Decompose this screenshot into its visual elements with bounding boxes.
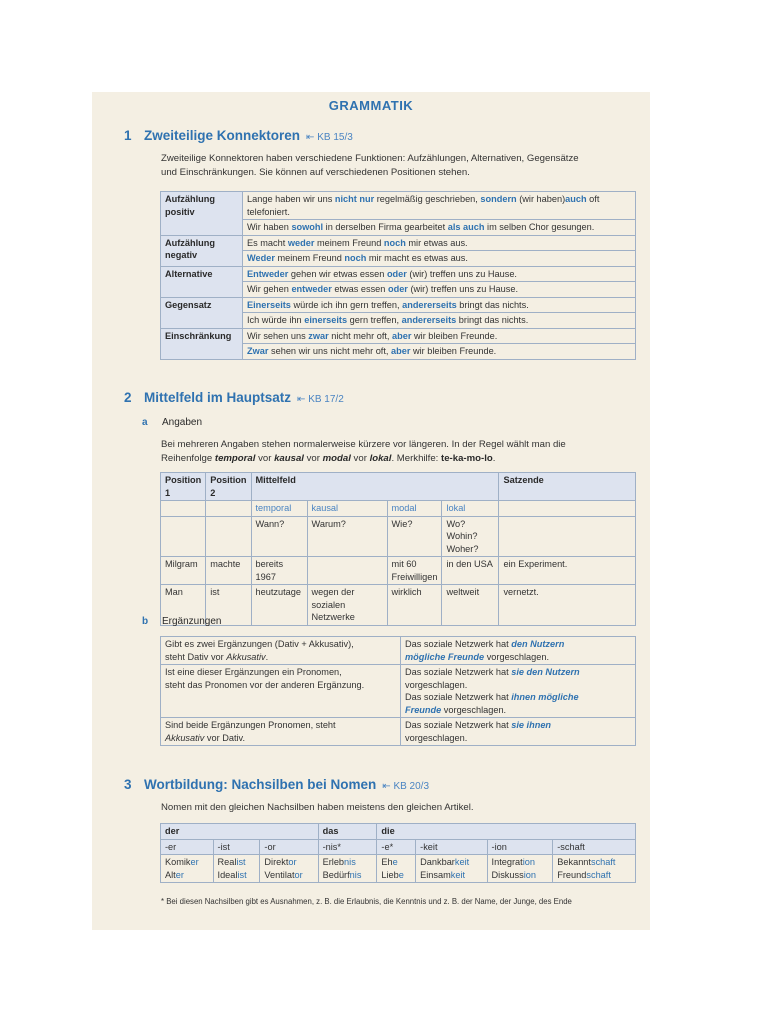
suffix-header: -ist: [213, 839, 260, 855]
kb-reference: ⇤ KB 17/2: [297, 394, 344, 405]
example-sentence: Lange haben wir uns nicht nur regelmäßig geschrieben, sondern (wir haben)auch oft telefoniert.: [243, 192, 636, 220]
table-row: [161, 637, 636, 665]
example-sentence: Ich würde ihn einerseits gern treffen, andererseits bringt das nichts.: [243, 313, 636, 329]
subsection-a-title: a Angaben: [142, 417, 203, 428]
row-label: Alternative: [161, 266, 243, 297]
suffix-header: -nis*: [318, 839, 377, 855]
rule-text: Sind beide Ergänzungen Pronomen, steht Akkusativ vor Dativ.: [161, 718, 401, 746]
rule-text: Ist eine dieser Ergänzungen ein Pronomen, steht das Pronomen vor der anderen Ergänzung.: [161, 665, 401, 718]
table-row: [161, 266, 636, 282]
book-page: [92, 92, 650, 930]
noun-examples: Erlebnis Bedürfnis: [318, 855, 377, 883]
noun-examples: Bekanntschaft Freundschaft: [553, 855, 636, 883]
example-sentence: Wir gehen entweder etwas essen oder (wir) treffen uns zu Hause.: [243, 282, 636, 298]
example-sentence: Weder meinem Freund noch mir macht es etwas aus.: [243, 251, 636, 267]
suffix-header: -e*: [377, 839, 416, 855]
suffix-header: -ion: [487, 839, 553, 855]
footnote: * Bei diesen Nachsilben gibt es Ausnahmen, z. B. die Erlaubnis, die Kenntnis und z. B. der Name, der Junge, des Ende: [161, 897, 572, 906]
suffix-header: -schaft: [553, 839, 636, 855]
example-sentence: Entweder gehen wir etwas essen oder (wir) treffen uns zu Hause.: [243, 266, 636, 282]
table-row: [161, 855, 636, 883]
noun-examples: Integration Diskussion: [487, 855, 553, 883]
example-text: Das soziale Netzwerk hat sie ihnen vorgeschlagen.: [401, 718, 636, 746]
example-text: Das soziale Netzwerk hat sie den Nutzern vorgeschlagen. Das soziale Netzwerk hat ihnen mögliche Freunde vorgeschlagen.: [401, 665, 636, 718]
kb-reference: ⇤ KB 15/3: [306, 132, 353, 143]
example-sentence: Es macht weder meinem Freund noch mir etwas aus.: [243, 235, 636, 251]
table-row: [161, 235, 636, 251]
row-label: Gegensatz: [161, 297, 243, 328]
noun-examples: Direktor Ventilator: [260, 855, 318, 883]
table-row: [161, 192, 636, 220]
suffix-header: -keit: [416, 839, 487, 855]
section-1-intro: Zweiteilige Konnektoren haben verschiedene Funktionen: Aufzählungen, Alternativen, Gegensätze und Einschränkungen. Sie können auf verschiedenen Positionen stehen.: [161, 153, 579, 178]
rule-text: Gibt es zwei Ergänzungen (Dativ + Akkusativ), steht Dativ vor Akkusativ.: [161, 637, 401, 665]
example-text: Das soziale Netzwerk hat den Nutzern mögliche Freunde vorgeschlagen.: [401, 637, 636, 665]
nachsilben-table: der das die -er -ist -or -nis* -e* -keit -ion -schaft Komiker Alter Realist Idealist Direktor Ventilator Erlebnis Bedürfnis Ehe Liebe Dankbarkeit Einsamkeit Integration Diskussion Bekanntschaft Freundschaft: [160, 823, 636, 883]
example-sentence: Wir haben sowohl in derselben Firma gearbeitet als auch im selben Chor gesungen.: [243, 220, 636, 236]
section-2-heading: 2 Mittelfeld im Hauptsatz ⇤ KB 17/2: [124, 390, 344, 405]
noun-examples: Dankbarkeit Einsamkeit: [416, 855, 487, 883]
suffix-header: -er: [161, 839, 214, 855]
section-3-intro: Nomen mit den gleichen Nachsilben haben meistens den gleichen Artikel.: [161, 802, 474, 813]
suffix-header: -or: [260, 839, 318, 855]
konnektoren-table: [160, 191, 636, 360]
section-3-heading: 3 Wortbildung: Nachsilben bei Nomen ⇤ KB 20/3: [124, 777, 430, 792]
row-label: Aufzählung negativ: [161, 235, 243, 266]
subsection-b-title: b Ergänzungen: [142, 616, 222, 627]
table-row: [161, 718, 636, 746]
row-label: Aufzählung positiv: [161, 192, 243, 236]
row-label: Einschränkung: [161, 328, 243, 359]
table-row: [161, 665, 636, 718]
section-2a-intro: Bei mehreren Angaben stehen normalerweise kürzere vor längeren. In der Regel wählt man die Reihenfolge temporal vor kausal vor modal vor lokal. Merkhilfe: te-ka-mo-lo.: [161, 439, 566, 464]
table-row: [161, 328, 636, 344]
angaben-table: Position 1 Position 2 Mittelfeld Satzende temporal kausal modal lokal Wann? Warum? Wie? Wo? Wohin? Woher? Milgram machte bereits 1967 mit 60 Freiwilligen in den USA ein Experiment. Man ist heutzutage wegen der sozialen Netzwerke wirklich weltweit vernetzt.: [160, 472, 636, 626]
noun-examples: Realist Idealist: [213, 855, 260, 883]
page-title: GRAMMATIK: [328, 98, 414, 113]
example-sentence: Wir sehen uns zwar nicht mehr oft, aber wir bleiben Freunde.: [243, 328, 636, 344]
table-row: Milgram machte bereits 1967 mit 60 Freiwilligen in den USA ein Experiment.: [161, 557, 636, 585]
example-sentence: Einerseits würde ich ihn gern treffen, andererseits bringt das nichts.: [243, 297, 636, 313]
table-row: [161, 297, 636, 313]
section-1-heading: 1 Zweiteilige Konnektoren ⇤ KB 15/3: [124, 128, 353, 143]
kb-reference: ⇤ KB 20/3: [382, 781, 430, 792]
table-row: Man ist heutzutage wegen der sozialen Netzwerke wirklich weltweit vernetzt.: [161, 585, 636, 626]
noun-examples: Ehe Liebe: [377, 855, 416, 883]
ergaenzungen-table: [160, 636, 636, 746]
example-sentence: Zwar sehen wir uns nicht mehr oft, aber wir bleiben Freunde.: [243, 344, 636, 360]
noun-examples: Komiker Alter: [161, 855, 214, 883]
